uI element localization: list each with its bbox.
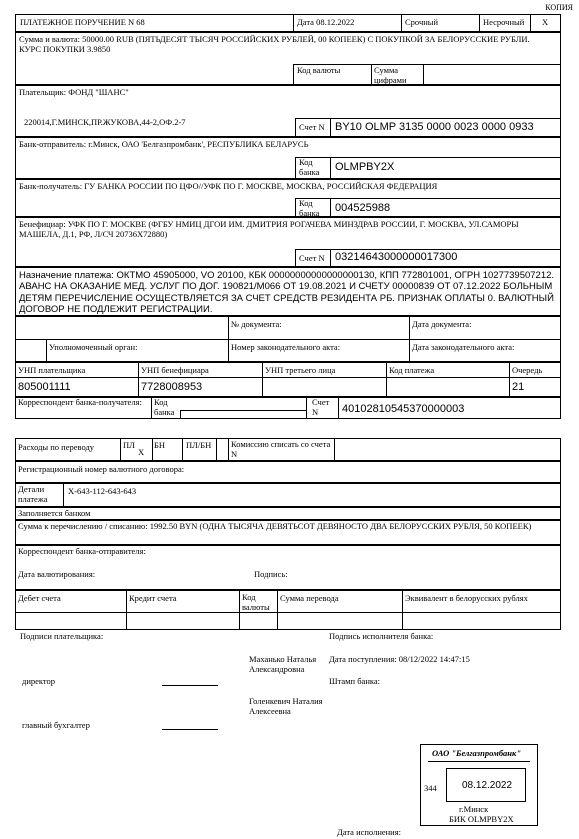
copy-mark: КОПИЯ <box>545 3 573 12</box>
amount-digits-label: Сумма цифрами <box>374 65 407 85</box>
executor-signature-label: Подпись исполнителя банка: <box>329 631 434 641</box>
transfer-sum-label: Сумма перевода <box>280 593 339 603</box>
correspondent-account-label: Счет N <box>312 397 330 417</box>
bank-filled-row <box>15 507 561 520</box>
urgent-label: Срочный <box>405 17 439 27</box>
stamp-city: г.Минск <box>459 804 489 814</box>
commission-label: Комиссию списать со счета N <box>231 439 331 459</box>
credit-label: Кредит счета <box>129 593 177 603</box>
fee-bn-label: БН <box>154 440 166 450</box>
beneficiary-account-label: Счет N <box>299 253 325 263</box>
unp-beneficiary: 7728008953 <box>141 381 203 393</box>
details-label: Детали платежа <box>18 484 48 504</box>
beneficiary-account: 03214643000000017300 <box>335 251 458 263</box>
signature-label: Подпись: <box>254 569 288 579</box>
stamp-bank-name: ОАО "Белгазпромбанк" <box>432 748 522 758</box>
correspondent-account: 40102810545370000003 <box>342 403 465 415</box>
amount-currency: Сумма и валюта: 50000.00 RUB (ПЯТЬДЕСЯТ ТЫСЯЧ РОССИЙСКИХ РУБЛЕЙ, 00 КОПЕЕК) С ПОКУПКОЙ ЗА БЕЛОРУССКИЕ РУБЛИ. КУРС ПОКУПКИ 3.9850 <box>19 34 530 54</box>
valuation-date-label: Дата валютирования: <box>18 569 96 579</box>
unp-payer: 805001111 <box>18 381 71 393</box>
payer-name: Плательщик: ФОНД "ШАНС" <box>19 87 129 97</box>
document-date: Дата 08.12.2022 <box>297 17 355 27</box>
fees-label: Расходы по переводу <box>18 442 95 452</box>
accountant-name: Голенкевич Наталия Алексеевна <box>249 696 323 716</box>
corr-sender-label: Корреспондент банка-отправителя: <box>18 546 146 556</box>
payment-code-label: Код платежа <box>389 365 435 375</box>
fee-plbn-label: ПЛ/БН <box>186 440 212 450</box>
unp-third-label: УНП третьего лица <box>265 365 336 375</box>
sender-bank-code: OLMPBY2X <box>335 161 395 173</box>
non-urgent-label: Несрочный <box>483 17 525 27</box>
equivalent-label: Эквивалент в белорусских рублях <box>405 593 528 603</box>
receiver-bank-code: 004525988 <box>335 202 391 214</box>
payer-account-label: Счет N <box>299 122 325 132</box>
sum-transfer: Сумма к перечислению / списанию: 1992.50 BYN (ОДНА ТЫСЯЧА ДЕВЯТЬСОТ ДЕВЯНОСТО ДВА БЕЛОРУССКИХ РУБЛЯ, 50 КОПЕЕК) <box>18 521 532 531</box>
non-urgent-mark: X <box>542 17 549 27</box>
payer-address: 220014,Г.МИНСК,ПР.ЖУКОВА,44-2,ОФ.2-7 <box>24 117 186 127</box>
unp-beneficiary-label: УНП бенефициара <box>141 365 209 375</box>
stamp-date: 08.12.2022 <box>462 780 513 791</box>
bank-stamp-label: Штамп банка: <box>329 676 380 686</box>
queue-label: Очередь <box>512 365 543 375</box>
beneficiary-name: Бенефициар: УФК ПО Г. МОСКВЕ (ФГБУ НМИЦ ДГОИ ИМ. ДМИТРИЯ РОГАЧЕВА МИНЗДРАВ РОССИИ, Г. МОСКВА, УЛ.САМОРЫ МАШЕЛА, Д.1, РФ, Л/СЧ 20736Х72880) <box>19 219 519 239</box>
accountant-label: главный бухгалтер <box>22 720 90 730</box>
stamp-bic: БИК OLMPBY2X <box>449 814 514 824</box>
correspondent-code-label: Код банка <box>154 397 175 417</box>
authority-label: Уполномоченный орган: <box>49 342 138 352</box>
receiver-bank-code-label: Код банка <box>299 198 320 218</box>
currency-code-label: Код валюты <box>297 65 341 75</box>
director-label: директор <box>22 676 56 686</box>
law-date-label: Дата законодательного акта: <box>412 342 515 352</box>
fee-pl-label: ПЛ <box>123 440 135 450</box>
debit-label: Дебет счета <box>18 593 61 603</box>
director-name: Маханько Наталья Александровна <box>249 654 317 674</box>
execution-date-label: Дата исполнения: <box>337 827 402 837</box>
payer-account: BY10 OLMP 3135 0000 0023 0000 0933 <box>335 121 534 133</box>
correspondent-label: Корреспондент банка-получателя: <box>18 397 142 407</box>
document-title: ПЛАТЕЖНОЕ ПОРУЧЕНИЕ N 68 <box>20 17 145 27</box>
document-number-label: № документа: <box>231 319 282 329</box>
details-value: X-643-112-643-643 <box>68 486 137 496</box>
payment-purpose: Назначение платежа: ОКТМО 45905000, VO 20100, КБК 00000000000000000130, КПП 772801001, ОГРН 1027739507212. АВАНС НА ОКАЗАНИЕ МЕД. УСЛУГ ПО ДОГ. 190821/М066 ОТ 19.08.2021 И СЧЕТУ 00000839 ОТ 07.12.2022 БОЛЬНЫМ ДЕТЯМ ПЕРЕЧИСЛЕНИЕ ОСУЩЕСТВЛЯЕТСЯ ЗА СЧЕТ СРЕДСТВ РЕЗИДЕНТА РБ. ПРИЗНАК ОПЛАТЫ 0. ВАЛЮТНЫЙ ДОГОВОР НЕ ПОДЛЕЖИТ РЕГИСТРАЦИИ. <box>19 270 555 316</box>
unp-payer-label: УНП плательщика <box>18 365 86 375</box>
ledger-currency-code-label: Код валюты <box>242 592 270 612</box>
bank-filled-label: Заполняется банком <box>18 508 91 518</box>
sender-bank-name: Банк-отправитель: г.Минск, ОАО 'Белгазпромбанк', РЕСПУБЛИКА БЕЛАРУСЬ <box>19 139 309 149</box>
registration-label: Регистрационный номер валютного договора: <box>18 464 185 474</box>
received-date: Дата поступления: 08/12/2022 14:47:15 <box>329 654 470 664</box>
law-number-label: Номер законодательного акта: <box>231 342 341 352</box>
stamp-number: 344 <box>424 783 437 793</box>
fee-pl-mark: X <box>138 447 145 457</box>
queue-value: 21 <box>512 381 525 393</box>
payer-signatures-label: Подписи плательщика: <box>20 631 104 641</box>
receiver-bank-name: Банк-получатель: ГУ БАНКА РОССИИ ПО ЦФО//УФК ПО Г. МОСКВЕ, МОСКВА, РОССИЙСКАЯ ФЕДЕРАЦИЯ <box>19 181 438 191</box>
sender-bank-code-label: Код банка <box>299 157 320 177</box>
document-date-label: Дата документа: <box>412 319 472 329</box>
